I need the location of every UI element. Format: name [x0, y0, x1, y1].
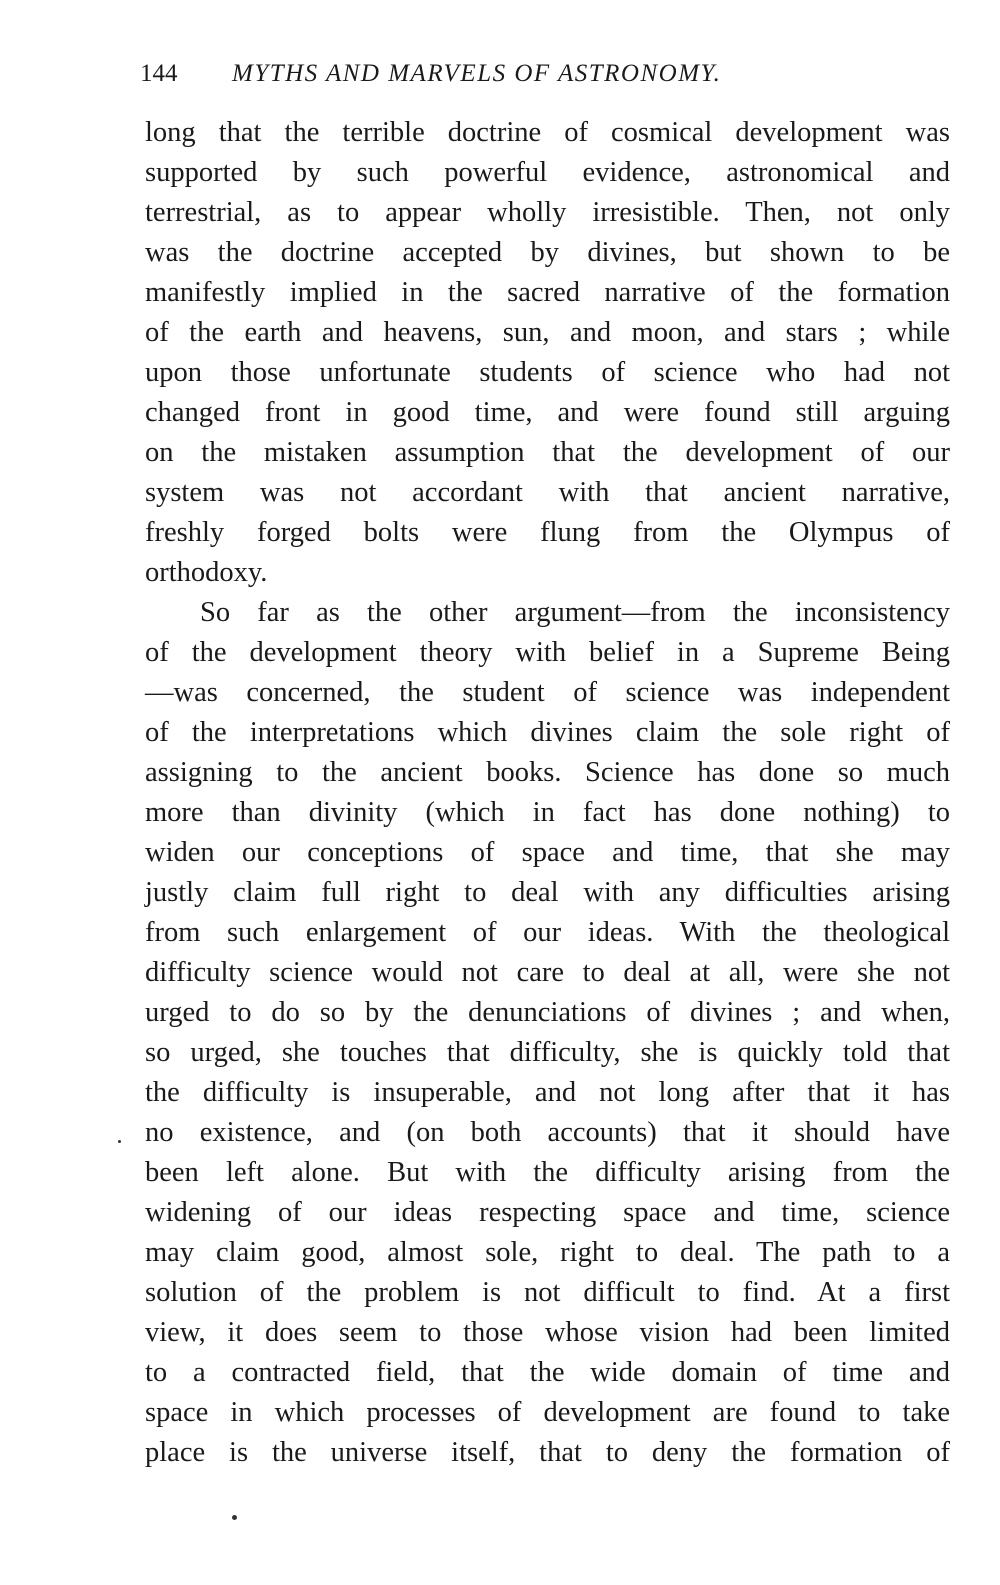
- text-line: manifestly implied in the sacred narrative of the formation: [145, 277, 950, 308]
- text-line: upon those unfortunate students of science who had not: [145, 357, 950, 388]
- text-line: no existence, and (on both accounts) that it should have: [145, 1117, 950, 1148]
- text-line: difficulty science would not care to deal at all, were she not: [145, 957, 950, 988]
- running-head: [140, 54, 960, 94]
- scan-speck: [232, 1515, 237, 1520]
- text-line: of the interpretations which divines claim the sole right of: [145, 717, 950, 748]
- text-line: assigning to the ancient books. Science has done so much: [145, 757, 950, 788]
- text-line: terrestrial, as to appear wholly irresistible. Then, not only: [145, 197, 950, 228]
- page-number: 144: [140, 60, 178, 87]
- text-line: more than divinity (which in fact has done nothing) to: [145, 797, 950, 828]
- running-title: MYTHS AND MARVELS OF ASTRONOMY.: [232, 60, 722, 87]
- text-line: solution of the problem is not difficult to find. At a first: [145, 1277, 950, 1308]
- scan-speck: [118, 1140, 121, 1143]
- text-line: space in which processes of development are found to take: [145, 1397, 950, 1428]
- text-line: freshly forged bolts were flung from the Olympus of: [145, 517, 950, 548]
- text-line: changed front in good time, and were found still arguing: [145, 397, 950, 428]
- text-line: of the earth and heavens, sun, and moon, and stars ; while: [145, 317, 950, 348]
- text-line: justly claim full right to deal with any difficulties arising: [145, 877, 950, 908]
- text-line: on the mistaken assumption that the development of our: [145, 437, 950, 468]
- body-text: [145, 113, 950, 1473]
- paragraph-1: [145, 113, 950, 593]
- text-line: of the development theory with belief in a Supreme Being: [145, 637, 950, 668]
- text-line: from such enlargement of our ideas. With the theological: [145, 917, 950, 948]
- text-line: urged to do so by the denunciations of divines ; and when,: [145, 997, 950, 1028]
- text-line: the difficulty is insuperable, and not long after that it has: [145, 1077, 950, 1108]
- text-line: —was concerned, the student of science was independent: [145, 677, 950, 708]
- text-line: long that the terrible doctrine of cosmical development was: [145, 117, 950, 148]
- text-line: view, it does seem to those whose vision had been limited: [145, 1317, 950, 1348]
- text-line: So far as the other argument—from the inconsistency: [200, 597, 950, 628]
- text-line: system was not accordant with that ancient narrative,: [145, 477, 950, 508]
- text-line: was the doctrine accepted by divines, but shown to be: [145, 237, 950, 268]
- text-line: been left alone. But with the difficulty arising from the: [145, 1157, 950, 1188]
- text-line: widen our conceptions of space and time, that she may: [145, 837, 950, 868]
- text-line: to a contracted field, that the wide domain of time and: [145, 1357, 950, 1388]
- text-line: widening of our ideas respecting space and time, science: [145, 1197, 950, 1228]
- paragraph-2: [145, 593, 950, 1473]
- text-line: so urged, she touches that difficulty, she is quickly told that: [145, 1037, 950, 1068]
- text-line: orthodoxy.: [145, 557, 268, 588]
- text-line: place is the universe itself, that to deny the formation of: [145, 1437, 950, 1468]
- text-line: supported by such powerful evidence, astronomical and: [145, 157, 950, 188]
- text-line: may claim good, almost sole, right to deal. The path to a: [145, 1237, 950, 1268]
